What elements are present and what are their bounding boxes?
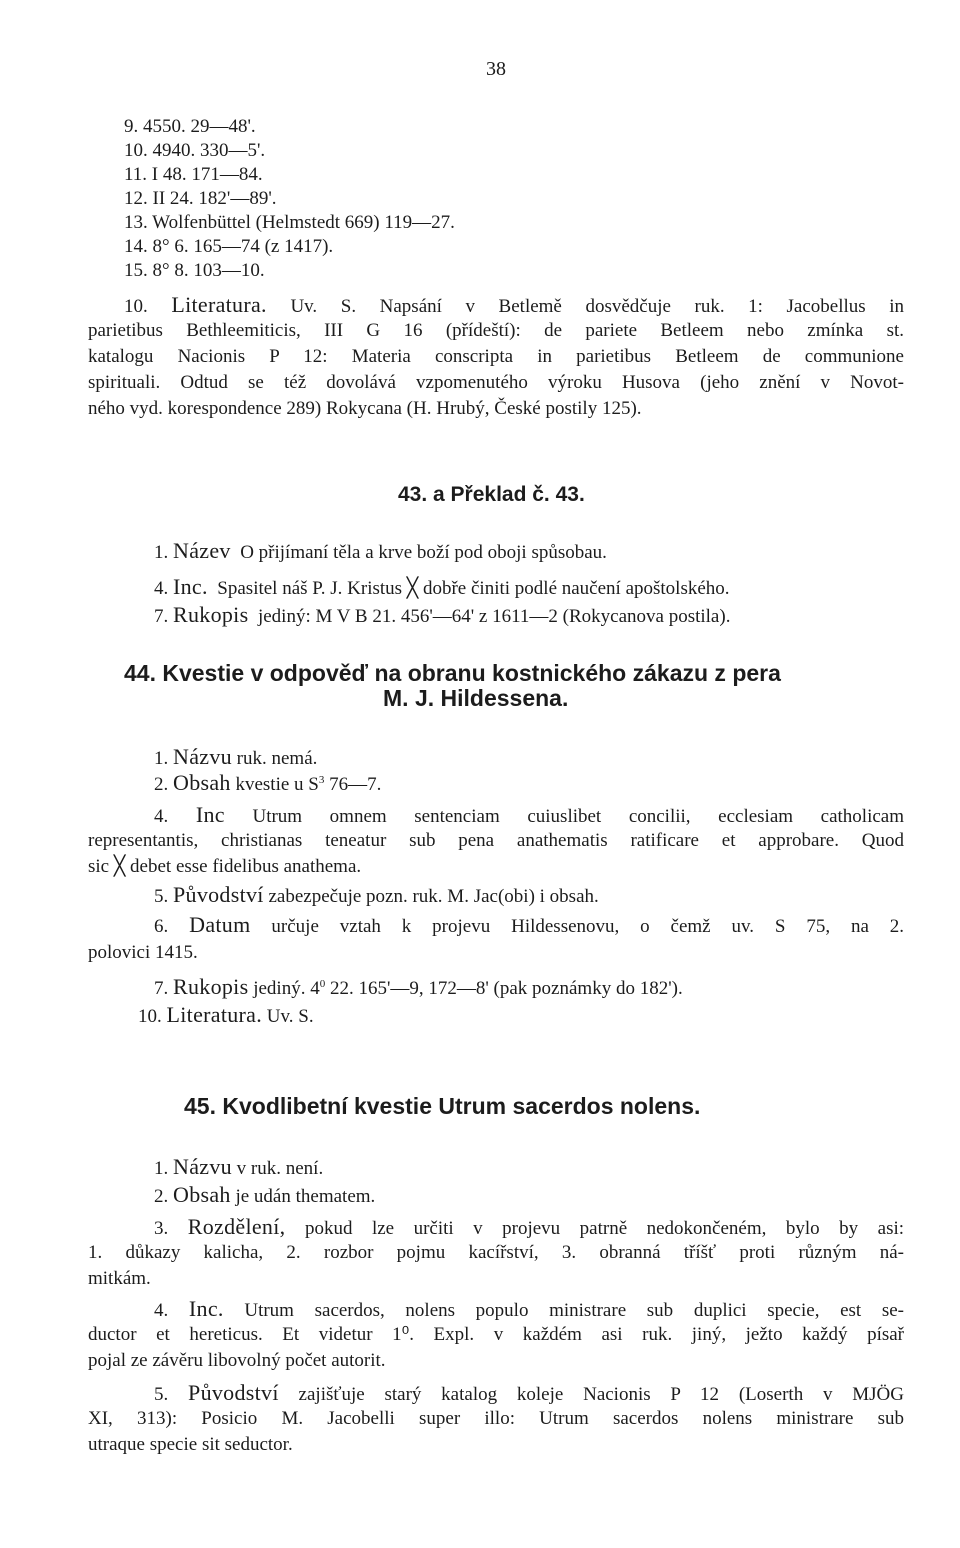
entry-line: 5. Původství zabezpečuje pozn. ruk. M. Jac(obi) i obsah. <box>154 882 599 907</box>
entry-line: representantis, christianas teneatur sub pena anathematis ratificare et approbare. Quod <box>88 830 904 851</box>
entry-line: mitkám. <box>88 1268 151 1289</box>
entry-line: 1. důkazy kalicha, 2. rozbor pojmu kacířství, 3. obranná tříšť proti různým ná- <box>88 1242 904 1263</box>
section-heading: 45. Kvodlibetní kvestie Utrum sacerdos nolens. <box>184 1093 701 1119</box>
entry-line: 4. Inc. Spasitel náš P. J. Kristus ╳ dobře činiti podlé naučení apoštolského. <box>154 574 730 599</box>
literature-paragraph-line: 10. Literatura. Uv. S. Napsání v Betlemě dosvědčuje ruk. 1: Jacobellus in <box>124 292 905 317</box>
section-heading: 43. a Překlad č. 43. <box>398 483 585 506</box>
literature-paragraph-line: spirituali. Odtud se též dovolává vzpomenutého výroku Husova (jeho znění v Novot- <box>88 372 904 393</box>
list-item: 13. Wolfenbüttel (Helmstedt 669) 119—27. <box>124 212 455 233</box>
entry-line: 4. Inc. Utrum sacerdos, nolens populo ministrare sub duplici specie, est se- <box>154 1296 905 1321</box>
entry-line: 6. Datum určuje vztah k projevu Hildessenovu, o čemž uv. S 75, na 2. <box>154 912 905 937</box>
list-item: 12. II 24. 182'—89'. <box>124 188 277 209</box>
entry-line: 10. Literatura. Uv. S. <box>138 1002 314 1027</box>
list-item: 15. 8° 8. 103—10. <box>124 260 265 281</box>
entry-line: XI, 313): Posicio M. Jacobelli super illo: Utrum sacerdos nolens ministrare sub <box>88 1408 904 1429</box>
entry-line: 7. Rukopis jediný: M V B 21. 456'—64' z 1611—2 (Rokycanova postila). <box>154 602 731 627</box>
section-heading-line2: M. J. Hildessena. <box>383 685 569 711</box>
list-item: 14. 8° 6. 165—74 (z 1417). <box>124 236 334 257</box>
entry-line: 1. Názvu v ruk. není. <box>154 1154 324 1179</box>
entry-line: 4. Inc Utrum omnem sentenciam cuiuslibet concilii, ecclesiam catholicam <box>154 802 904 827</box>
entry-line: 2. Obsah kvestie u $S^3$ 76—7. <box>154 770 382 795</box>
entry-line: polovici 1415. <box>88 942 198 963</box>
list-item: 9. 4550. 29—48'. <box>124 116 256 137</box>
entry-line: utraque specie sit seductor. <box>88 1434 293 1455</box>
literature-paragraph-line: parietibus Bethleemiticis, III G 16 (přídeští): de pariete Betleem nebo zmínka st. <box>88 320 904 341</box>
entry-line: 1. Názvu ruk. nemá. <box>154 744 318 769</box>
page-number: 38 <box>486 58 506 80</box>
entry-line: 2. Obsah je udán thematem. <box>154 1182 376 1207</box>
list-item: 11. I 48. 171—84. <box>124 164 263 185</box>
entry-line: 7. Rukopis jediný. $4^0$ 22. 165'—9, 172—8' (pak poznámky do 182'). <box>154 974 683 999</box>
entry-line: 5. Původství zajišťuje starý katalog koleje Nacionis P 12 (Loserth v MJÖG <box>154 1380 904 1405</box>
entry-line: ductor et hereticus. Et videtur 1⁰. Expl. v každém asi ruk. jiný, ježto každý písař <box>88 1324 904 1345</box>
entry-line: 3. Rozdělení, pokud lze určiti v projevu patrně nedokončeném, bylo by asi: <box>154 1214 905 1239</box>
literature-paragraph-line: katalogu Nacionis P 12: Materia conscripta in parietibus Betleem de communione <box>88 346 904 367</box>
list-item: 10. 4940. 330—5'. <box>124 140 266 161</box>
section-heading: 44. Kvestie v odpověď na obranu kostnického zákazu z pera <box>124 660 781 686</box>
entry-line: sic ╳ debet esse fidelibus anathema. <box>88 856 362 877</box>
literature-paragraph-line: ného vyd. korespondence 289) Rokycana (H. Hrubý, České postily 125). <box>88 398 642 419</box>
entry-line: 1. Název O přijímaní těla a krve boží pod oboji spůsobau. <box>154 538 607 563</box>
entry-line: pojal ze závěru libovolný počet autorit. <box>88 1350 386 1371</box>
